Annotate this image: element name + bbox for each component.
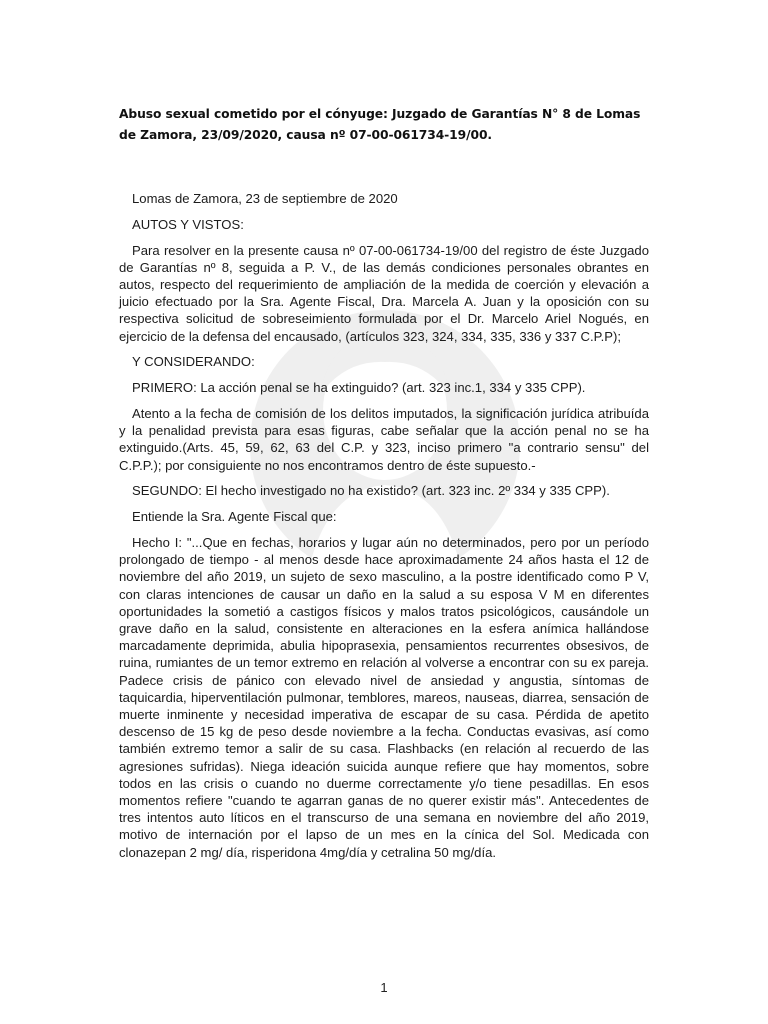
paragraph-entiende: Entiende la Sra. Agente Fiscal que: xyxy=(132,509,337,525)
paragraph-hecho-1: Hecho I: "...Que en fechas, horarios y lugar aún no determinados, pero por un período prolongado de tiempo - al menos desde hace aproximadamente 24 años hasta el 12 de noviembre del año 2019, un sujeto de sexo masculino, a la postre identificado como P V, con claras intenciones de causar un daño en la salud a su esposa V M en diferentes oportunidades la sometió a castigos físicos y malos tratos psicológicos, causándole un grave daño en la salud, consistente en alteraciones en la esfera anímica hallándose marcadamente deprimida, abulia hipoprasexia, pensamientos recurrentes obsesivos, de ruina, rumiantes de un temor extremo en relación al volverse a encontrar con su ex pareja. Padece crisis de pánico con elevado nivel de ansiedad y angustia, síntomas de taquicardia, hiperventilación pulmonar, temblores, mareos, nauseas, diarrea, sensación de muerte inminente y necesidad imperativa de escapar de su casa. Pérdida de apetito descenso de 15 kg de peso desde noviembre a la fecha. Conductas evasivas, así como también extremo temor a salir de su casa. Flashbacks (en relación al recuerdo de las agresiones sufridas). Niega ideación suicida aunque refiere que hay momentos, sobre todos en las crisis o cuando no duerme correctamente y/o tiene pesadillas. En esos momentos refiere "cuando te agarran ganas de no querer existir más". Antecedentes de tres intentos auto líticos en el transcurso de una semana en noviembre del año 2019, motivo de internación por el lapso de un mes en la cínica del Sol. Medicada con clonazepan 2 mg/ día, risperidona 4mg/día y cetralina 50 mg/día. xyxy=(119,535,649,860)
paragraph-resolver: Para resolver en la presente causa nº 07-00-061734-19/00 del registro de éste Juzgado de Garantías nº 8, seguida a P. V., de las demás condiciones personales obrantes en autos, respecto del requerimiento de ampliación de la medida de coerción y elevación a juicio efectuado por la Sra. Agente Fiscal, Dra. Marcela A. Juan y la oposición con su respectiva solicitud de sobreseimiento formulada por el Dr. Marcelo Ariel Nogués, en ejercicio de la defensa del encausado, (artículos 323, 324, 334, 335, 336 y 337 C.P.P); xyxy=(119,242,649,344)
paragraph-primero: PRIMERO: La acción penal se ha extinguido? (art. 323 inc.1, 334 y 335 CPP). xyxy=(132,380,586,396)
paragraph-autos-y-vistos: AUTOS Y VISTOS: xyxy=(132,216,244,232)
paragraph-atento: Atento a la fecha de comisión de los delitos imputados, la significación jurídica atribuída y la penalidad prevista para esas figuras, cabe señalar que la acción penal no se ha extinguido.(Arts. 45, 59, 62, 63 del C.P. y 323, inciso primero "a contrario sensu" del C.P.P.); por consiguiente no nos encontramos dentro de éste supuesto.- xyxy=(119,406,649,473)
paragraph-date: Lomas de Zamora, 23 de septiembre de 2020 xyxy=(132,191,398,206)
paragraph-considerando: Y CONSIDERANDO: xyxy=(132,354,255,370)
document-title: Abuso sexual cometido por el cónyuge: Juzgado de Garantías N° 8 de Lomas de Zamora, 23/09/2020, causa nº 07-00-061734-19/00. xyxy=(119,107,641,142)
page-number: 1 xyxy=(380,980,388,995)
document-page xyxy=(119,104,649,869)
paragraph-segundo: SEGUNDO: El hecho investigado no ha existido? (art. 323 inc. 2º 334 y 335 CPP). xyxy=(132,483,610,499)
